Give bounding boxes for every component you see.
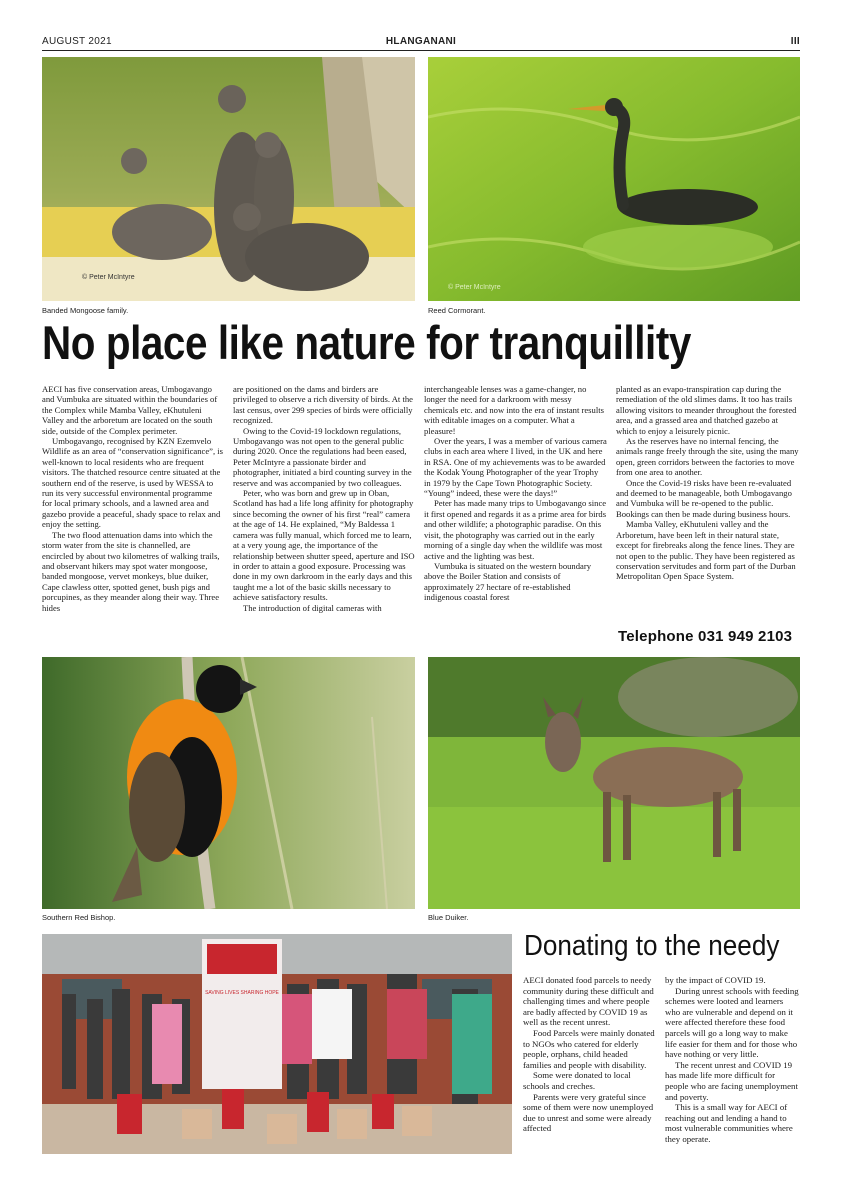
- article-paragraph: Vumbuka is situated on the western boundary above the Boiler Station and consists of approximately 27 hectare of re-established indigenous coastal forest: [424, 560, 592, 603]
- cormorant-photo: [428, 57, 800, 301]
- issue-month: AUGUST 2021: [42, 36, 112, 47]
- donation-paragraph: The recent unrest and COVID 19 has made life more difficult for people who are facing unemployment and poverty.: [665, 1059, 798, 1102]
- donation-paragraph: Parents were very grateful since some of them were now unemployed due to unrest and some were already affected: [523, 1091, 654, 1134]
- article-paragraph: Umbogavango, recognised by KZN Ezemvelo Wildlife as an area of “conservation significance”, is well-known to local residents who are frequent visitors. The thatched resource centre situated at the southern end of the reserve, is used by WESSA to run its very successful environmental programme for local primary schools, and a lawned area and gazebo provide a peaceful, shady space to relax and enjoy the setting.: [42, 436, 223, 530]
- duiker-photo: [428, 657, 800, 909]
- article-paragraph: Mamba Valley, eKhutuleni valley and the Arboretum, have been left in their natural state, except for firebreaks along the fence lines. They are not open to the public. They have been registered as conservation servitudes and form part of the Durban Metropolitan Open Space System.: [616, 519, 796, 582]
- donation-paragraph: AECI donated food parcels to needy community during these difficult and challenging times and where people are badly affected by COVID 19 as well as the recent unrest.: [523, 975, 654, 1028]
- article-paragraph: Once the Covid-19 risks have been re-evaluated and deemed to be manageable, both Umbogavango and Vumbuka will be re-opened to the public. Bookings can then be made during business hours.: [616, 477, 792, 519]
- telephone-number: Telephone 031 949 2103: [618, 628, 793, 645]
- article-paragraph: are positioned on the dams and birders are privileged to observe a rich diversity of birds. At the last census, over 299 species of birds were officially recognized.: [233, 384, 413, 426]
- article-paragraph: planted as an evapo-transpiration cap during the remediation of the old slimes dams. It too has trails allowing visitors to meander throughout the forested area, and a grassed area and thatched gazebo at which to enjoy a leisurely picnic.: [616, 384, 797, 436]
- cormorant-caption: Reed Cormorant.: [428, 306, 486, 315]
- mongoose-photo: [42, 57, 415, 301]
- donation-column-2: [665, 975, 800, 1145]
- article-paragraph: The introduction of digital cameras with: [243, 602, 382, 613]
- article-column-1: [42, 384, 224, 613]
- donation-headline: Donating to the needy: [524, 930, 780, 962]
- bishop-photo: [42, 657, 415, 909]
- article-paragraph: The two flood attenuation dams into which the storm water from the site is channelled, are encircled by about two kilometres of walking trails, and observant hikers may spot water mongoose, banded mongoose, vervet monkeys, blue duiker, Cape clawless otter, spotted genet, bush pigs and porcupines, as they meander along their way. Three hides: [42, 529, 220, 613]
- article-paragraph: Peter, who was born and grew up in Oban, Scotland has had a life long affinity for photography since becoming the owner of his first “real” camera at the age of 14. He explained, “My Baldessa 1 camera was fully manual, which forced me to learn, at a very young age, the importance of the relationship between shutter speed, aperture and ISO in order to attain a good exposure. Processing was done in my own darkroom in the early days and this taught me a lot of the basic skills necessary to achieve satisfactory results.: [233, 488, 415, 603]
- donation-paragraph: Food Parcels were mainly donated to NGOs who catered for elderly people, orphans, child headed families and people with disability.: [523, 1027, 655, 1070]
- article-column-3: [424, 384, 607, 603]
- article-paragraph: Over the years, I was a member of various camera clubs in each area where I lived, in the UK and here in RSA. One of my achievements was to be awarded the Kodak Young Photographer of the year Trophy in 1979 by the Cape Town Photographic Society. “Young” indeed, these were the days!”: [424, 436, 607, 499]
- photo-credit-mark: © Peter McIntyre: [448, 284, 501, 291]
- photo-credit-mark: © Peter McIntyre: [82, 274, 135, 281]
- page-number: III: [790, 36, 800, 47]
- publication-name: HLANGANANI: [385, 36, 457, 47]
- mongoose-caption: Banded Mongoose family.: [42, 306, 129, 315]
- article-paragraph: Peter has made many trips to Umbogavango since it first opened and regards it as a prime area for birds and other wildlife; a photographic paradise. On this visit, the photography was carried out in the early morning of a single day when the wildlife was most active and the lighting was best.: [424, 498, 607, 561]
- article-paragraph: Owing to the Covid-19 lockdown regulations, Umbogavango was not open to the general public during 2020. Once the regulations had been eased, Peter McIntyre a passionate birder and photographer, initiated a bird counting survey in the reserve and was accompanied by two colleagues.: [233, 425, 412, 488]
- donation-paragraph: During unrest schools with feeding schemes were looted and learners who are vulnerable and depend on it were affected therefore these food parcels will go a long way to make life easier for them and for those who have nothing or very little.: [665, 985, 799, 1060]
- bishop-caption: Southern Red Bishop.: [42, 913, 116, 922]
- article-paragraph: AECI has five conservation areas, Umbogavango and Vumbuka are situated within the boundaries of the Complex while Mamba Valley, eKhutuleni Valley and the arboretum are located on the south side, outside of the Complex perimeter.: [42, 384, 218, 436]
- article-headline: No place like nature for tranquillity: [42, 316, 691, 369]
- donation-paragraph: Some were donated to local schools and creches.: [523, 1070, 631, 1091]
- donation-photo: [42, 934, 512, 1154]
- donation-paragraph: This is a small way for AECI of reaching out and lending a hand to most vulnerable communities where they operate.: [665, 1102, 793, 1144]
- donation-paragraph: by the impact of COVID 19.: [665, 975, 766, 985]
- page-header: [42, 34, 800, 51]
- article-column-4: [616, 384, 800, 582]
- donation-column-1: [523, 975, 656, 1134]
- banner-text: SAVING LIVES SHARING HOPE: [205, 990, 279, 996]
- duiker-caption: Blue Duiker.: [428, 913, 469, 922]
- article-column-2: [233, 384, 415, 613]
- article-paragraph: interchangeable lenses was a game-changer, no longer the need for a darkroom with messy chemicals etc. and now into the era of instant results with editable images on a computer. What a pleasure!: [424, 384, 604, 436]
- article-paragraph: As the reserves have no internal fencing, the animals range freely through the site, using the many open, green corridors between the factories to move from one area to another.: [616, 436, 799, 478]
